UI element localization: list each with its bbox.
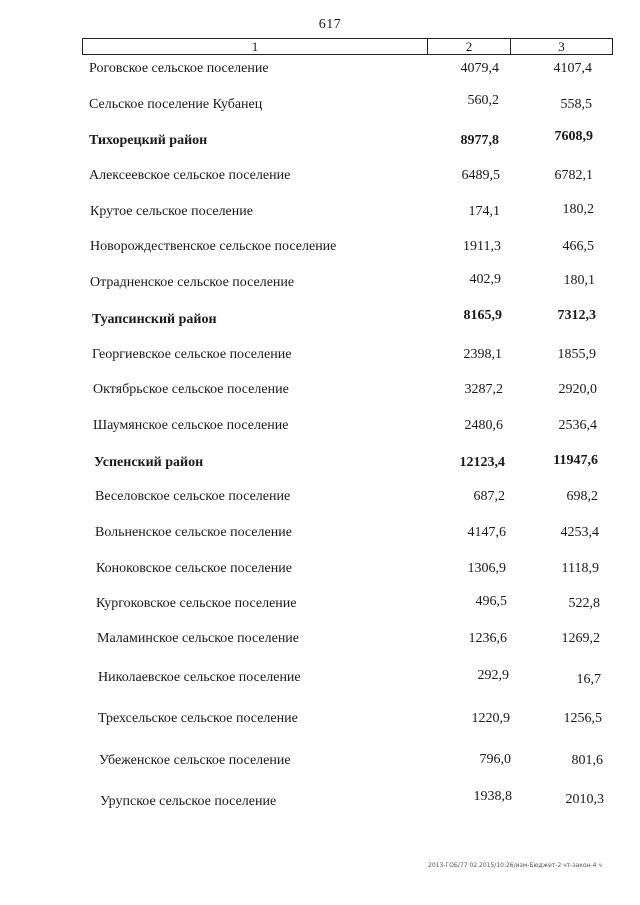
table-row bbox=[0, 525, 640, 545]
value-col-2: 174,1 bbox=[468, 204, 500, 219]
table-header bbox=[82, 38, 613, 55]
value-col-2: 3287,2 bbox=[464, 382, 503, 397]
footer-stamp: 2013-ГОБ/77 02.2015/10:26/изм-Бюджет-2 чт-закон-4 ч bbox=[428, 862, 602, 869]
value-col-2: 1220,9 bbox=[471, 711, 510, 726]
table-row bbox=[0, 753, 640, 773]
value-col-2: 1911,3 bbox=[463, 239, 501, 254]
row-name: Трехсельское сельское поселение bbox=[98, 711, 298, 726]
column-header-1: 1 bbox=[83, 39, 428, 54]
value-col-3: 7312,3 bbox=[557, 308, 596, 323]
value-col-3: 558,5 bbox=[560, 97, 592, 112]
value-col-3: 698,2 bbox=[566, 489, 598, 504]
value-col-2: 4147,6 bbox=[467, 525, 506, 540]
table-row bbox=[0, 168, 640, 188]
table-row bbox=[0, 670, 640, 690]
value-col-3: 801,6 bbox=[571, 753, 603, 768]
table-row bbox=[0, 789, 640, 814]
row-name: Георгиевское сельское поселение bbox=[92, 347, 292, 362]
row-name: Николаевское сельское поселение bbox=[98, 670, 301, 685]
row-name: Октябрьское сельское поселение bbox=[93, 382, 289, 397]
value-col-3: 16,7 bbox=[576, 672, 601, 687]
value-col-2: 2480,6 bbox=[464, 418, 503, 433]
value-col-2: 4079,4 bbox=[460, 61, 499, 76]
row-name: Сельское поселение Кубанец bbox=[89, 97, 263, 112]
value-col-2: 8165,9 bbox=[463, 308, 502, 323]
table-row bbox=[0, 711, 640, 731]
value-col-3: 1855,9 bbox=[557, 347, 596, 362]
district-row bbox=[0, 455, 640, 475]
table-row bbox=[0, 204, 640, 224]
value-col-2: 2398,1 bbox=[463, 347, 502, 362]
value-col-2: 687,2 bbox=[473, 489, 505, 504]
value-col-2: 402,9 bbox=[469, 272, 501, 287]
value-col-2: 12123,4 bbox=[459, 455, 505, 470]
value-col-3: 6782,1 bbox=[554, 168, 593, 183]
value-col-3: 11947,6 bbox=[553, 453, 598, 468]
table-row bbox=[0, 418, 640, 438]
page-number: 617 bbox=[318, 17, 342, 32]
value-col-3: 1256,5 bbox=[563, 711, 602, 726]
value-col-3: 4253,4 bbox=[560, 525, 599, 540]
value-col-3: 2920,0 bbox=[558, 382, 597, 397]
row-name: Алексеевское сельское поселение bbox=[89, 168, 291, 183]
row-name: Убеженское сельское поселение bbox=[99, 753, 291, 768]
row-name: Урупское сельское поселение bbox=[100, 794, 277, 809]
value-col-3: 2010,3 bbox=[565, 792, 604, 807]
column-header-3: 3 bbox=[558, 39, 565, 54]
value-col-2: 292,9 bbox=[477, 668, 509, 683]
value-col-2: 8977,8 bbox=[460, 133, 499, 148]
row-name: Тихорецкий район bbox=[89, 133, 208, 148]
table-row bbox=[0, 631, 640, 651]
row-name: Новорождественское сельское поселение bbox=[90, 239, 337, 254]
value-col-2: 1306,9 bbox=[467, 561, 506, 576]
row-name: Отрадненское сельское поселение bbox=[90, 275, 295, 290]
value-col-3: 180,1 bbox=[563, 273, 595, 288]
value-col-2: 6489,5 bbox=[461, 168, 500, 183]
row-name: Коноковское сельское поселение bbox=[96, 561, 292, 576]
table-row bbox=[0, 382, 640, 402]
table-row bbox=[0, 272, 640, 295]
value-col-2: 1236,6 bbox=[468, 631, 507, 646]
row-name: Успенский район bbox=[94, 455, 204, 470]
value-col-3: 7608,9 bbox=[554, 129, 593, 144]
table-row bbox=[0, 596, 640, 616]
value-col-3: 522,8 bbox=[568, 596, 600, 611]
district-row bbox=[0, 129, 640, 153]
district-row bbox=[0, 308, 640, 332]
value-col-3: 1118,9 bbox=[561, 561, 599, 576]
value-col-3: 2536,4 bbox=[558, 418, 597, 433]
value-col-3: 180,2 bbox=[562, 202, 594, 217]
value-col-2: 1938,8 bbox=[473, 789, 512, 804]
row-name: Шаумянское сельское поселение bbox=[93, 418, 289, 433]
table-row bbox=[0, 93, 640, 117]
row-name: Роговское сельское поселение bbox=[89, 61, 269, 76]
value-col-2: 560,2 bbox=[467, 93, 499, 108]
row-name: Маламинское сельское поселение bbox=[97, 631, 300, 646]
table-row bbox=[0, 561, 640, 581]
row-name: Веселовское сельское поселение bbox=[95, 489, 291, 504]
value-col-2: 496,5 bbox=[475, 594, 507, 609]
row-name: Крутое сельское поселение bbox=[90, 204, 253, 219]
table-row bbox=[0, 347, 640, 367]
column-header-2: 2 bbox=[428, 39, 511, 54]
row-name: Туапсинский район bbox=[92, 312, 217, 327]
value-col-3: 4107,4 bbox=[553, 61, 592, 76]
value-col-2: 796,0 bbox=[479, 752, 511, 767]
table-row bbox=[0, 489, 640, 509]
row-name: Вольненское сельское поселение bbox=[95, 525, 292, 540]
table-row bbox=[0, 61, 640, 81]
row-name: Кургоковское сельское поселение bbox=[96, 596, 297, 611]
value-col-3: 1269,2 bbox=[561, 631, 600, 646]
value-col-3: 466,5 bbox=[562, 239, 594, 254]
table-row bbox=[0, 239, 640, 259]
